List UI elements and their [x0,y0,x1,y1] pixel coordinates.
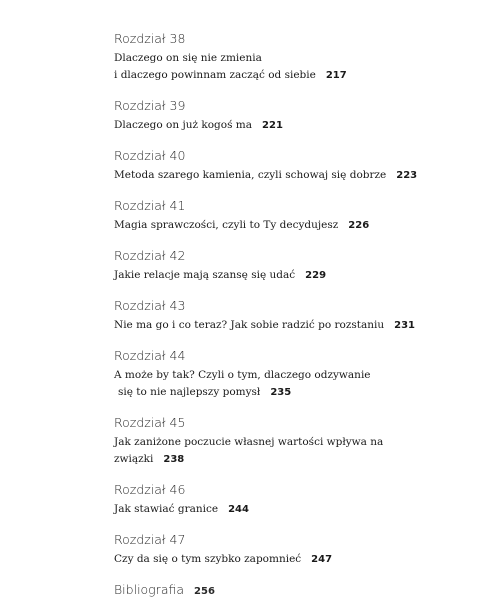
chapter-title-text: i dlaczego powinnam zacząć od siebie [114,69,316,81]
toc-entry-40 [114,147,484,184]
chapter-title-line [114,451,484,468]
chapter-title-text: związki [114,453,154,465]
page-number: 229 [305,270,327,281]
page-number: 244 [228,504,249,515]
chapter-heading: Rozdział 45 [114,415,186,430]
chapter-title-line: Jak zaniżone poczucie własnej wartości wpływa na [114,436,384,448]
page-number: 235 [270,387,292,398]
chapter-title-text: Magia sprawczości, czyli to Ty decydujesz [114,219,339,231]
toc-entry-43 [114,297,484,334]
chapter-title-line [114,167,484,184]
chapter-heading: Rozdział 47 [114,532,186,547]
chapter-heading: Rozdział 42 [114,248,186,263]
bibliography-entry [114,581,484,601]
bibliography-label: Bibliografia [114,582,185,597]
chapter-heading: Rozdział 38 [114,31,186,46]
chapter-title-line [114,317,484,334]
toc-entry-47 [114,531,484,568]
chapter-heading: Rozdział 39 [114,98,186,113]
toc-entry-42 [114,247,484,284]
toc-entry-41 [114,197,484,234]
chapter-title-text: Czy da się o tym szybko zapomnieć [114,553,302,565]
chapter-title-text: się to nie najlepszy pomysł [118,386,261,398]
page-number: 226 [348,220,370,231]
page-number: 223 [396,170,418,181]
toc-entry-38 [114,30,484,84]
page-number: 217 [325,70,347,81]
chapter-title-text: Jak stawiać granice [114,503,219,515]
page-number: 221 [262,120,283,131]
toc-entry-44 [114,347,484,401]
chapter-title-text: Jakie relacje mają szansę się udać [114,269,296,281]
chapter-title-line [114,217,484,234]
toc-entry-39 [114,97,484,134]
chapter-title-line [114,267,484,284]
chapter-title-line [114,117,484,134]
table-of-contents [114,30,484,601]
chapter-heading: Rozdział 41 [114,198,186,213]
chapter-title-line [114,501,484,518]
page-number: 247 [311,554,333,565]
chapter-heading: Rozdział 44 [114,348,186,363]
chapter-title-line: Dlaczego on się nie zmienia [114,52,262,64]
chapter-heading: Rozdział 46 [114,482,186,497]
page-number: 238 [163,454,185,465]
page-number: 256 [194,586,215,597]
chapter-title-line: A może by tak? Czyli o tym, dlaczego odzywanie [114,369,371,381]
chapter-title-line [114,67,484,84]
chapter-title-line [114,551,484,568]
chapter-heading: Rozdział 40 [114,148,186,163]
chapter-title-line [114,384,484,401]
page-number: 231 [394,320,415,331]
chapter-heading: Rozdział 43 [114,298,186,313]
toc-entry-45 [114,414,484,468]
chapter-title-text: Metoda szarego kamienia, czyli schowaj się dobrze [114,169,387,181]
chapter-title-text: Nie ma go i co teraz? Jak sobie radzić po rozstaniu [114,319,385,331]
chapter-title-text: Dlaczego on już kogoś ma [114,119,253,131]
